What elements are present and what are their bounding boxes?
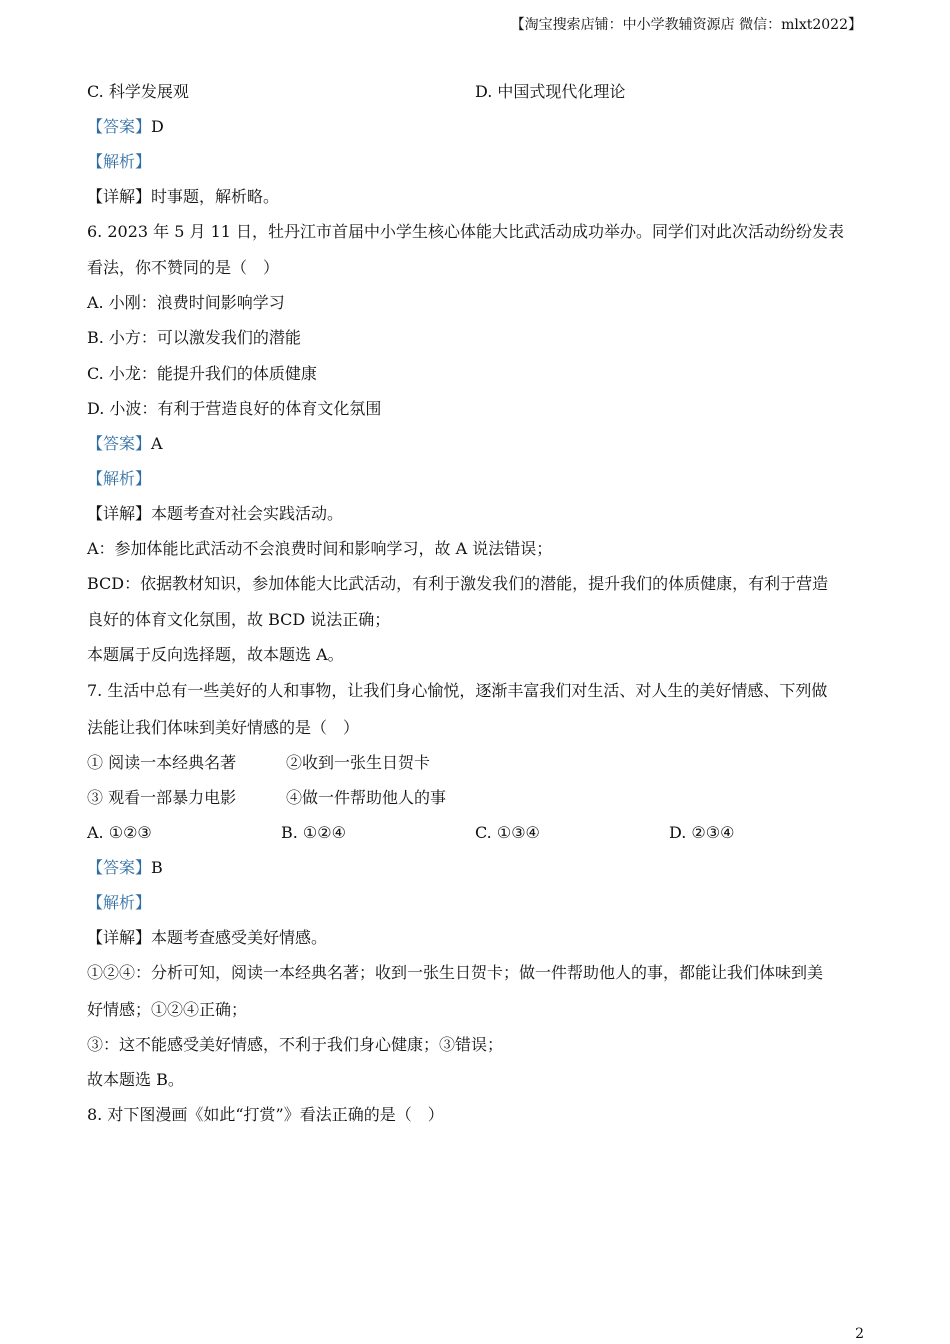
q5-analysis-tag: 【解析】: [87, 152, 152, 171]
q7-item-3: ③ 观看一部暴力电影: [87, 788, 237, 807]
q7-option-b: B. ①②④: [281, 823, 346, 842]
q6-stem-line2: 看法，你不赞同的是（ ）: [87, 258, 280, 277]
q7-detail-5: 故本题选 B。: [87, 1070, 184, 1089]
q5-option-c: C. 科学发展观: [87, 82, 189, 101]
q6-detail-3: BCD：依据教材知识，参加体能大比武活动，有利于激发我们的潜能，提升我们的体质健康，有利于营造: [87, 574, 829, 593]
q6-answer: [87, 434, 163, 454]
q7-detail-2: ①②④：分析可知，阅读一本经典名著；收到一张生日贺卡；做一件帮助他人的事，都能让我们体味到美: [87, 963, 824, 982]
q7-item-4: ④做一件帮助他人的事: [286, 788, 447, 807]
answer-value: A: [151, 434, 163, 453]
q7-detail-1: 【详解】本题考查感受美好情感。: [87, 928, 328, 947]
q7-detail-4: ③：这不能感受美好情感，不利于我们身心健康；③错误；: [87, 1035, 504, 1054]
q6-stem-line1: 6. 2023 年 5 月 11 日，牡丹江市首届中小学生核心体能大比武活动成功举办。同学们对此次活动纷纷发表: [87, 222, 845, 241]
answer-value: B: [151, 858, 163, 877]
q7-analysis-tag: 【解析】: [87, 893, 152, 912]
page-header: 【淘宝搜索店铺：中小学教辅资源店 微信：mlxt2022】: [510, 17, 862, 33]
q6-detail-2: A：参加体能比武活动不会浪费时间和影响学习，故 A 说法错误；: [87, 539, 553, 558]
q7-detail-3: 好情感；①②④正确；: [87, 1000, 248, 1019]
q6-detail-1: 【详解】本题考查对社会实践活动。: [87, 504, 344, 523]
q5-answer: [87, 117, 164, 137]
q6-option-a: A. 小刚：浪费时间影响学习: [87, 293, 285, 312]
q7-option-c: C. ①③④: [475, 823, 540, 842]
q6-option-c: C. 小龙：能提升我们的体质健康: [87, 364, 317, 383]
q6-option-d: D. 小波：有利于营造良好的体育文化氛围: [87, 399, 382, 418]
q7-stem-line1: 7. 生活中总有一些美好的人和事物，让我们身心愉悦，逐渐丰富我们对生活、对人生的美好情感、下列做: [87, 681, 828, 700]
q7-stem-line2: 法能让我们体味到美好情感的是（ ）: [87, 718, 360, 737]
q7-answer: [87, 858, 163, 878]
q7-item-1: ① 阅读一本经典名著: [87, 753, 237, 772]
q6-analysis-tag: 【解析】: [87, 469, 152, 488]
q8-stem: 8. 对下图漫画《如此“打赏”》看法正确的是（ ）: [87, 1105, 444, 1124]
q7-option-a: A. ①②③: [87, 823, 152, 842]
q7-item-2: ②收到一张生日贺卡: [286, 753, 431, 772]
answer-tag: 【答案】: [87, 434, 152, 453]
q5-detail: 【详解】时事题，解析略。: [87, 187, 280, 206]
answer-tag: 【答案】: [87, 117, 152, 136]
answer-tag: 【答案】: [87, 858, 152, 877]
q6-detail-5: 本题属于反向选择题，故本题选 A。: [87, 645, 344, 664]
answer-value: D: [151, 117, 164, 136]
q6-detail-4: 良好的体育文化氛围，故 BCD 说法正确；: [87, 610, 391, 629]
q5-option-d: D. 中国式现代化理论: [475, 82, 626, 101]
page-number: 2: [855, 1326, 864, 1342]
q7-option-d: D. ②③④: [669, 823, 735, 842]
q6-option-b: B. 小方：可以激发我们的潜能: [87, 328, 301, 347]
